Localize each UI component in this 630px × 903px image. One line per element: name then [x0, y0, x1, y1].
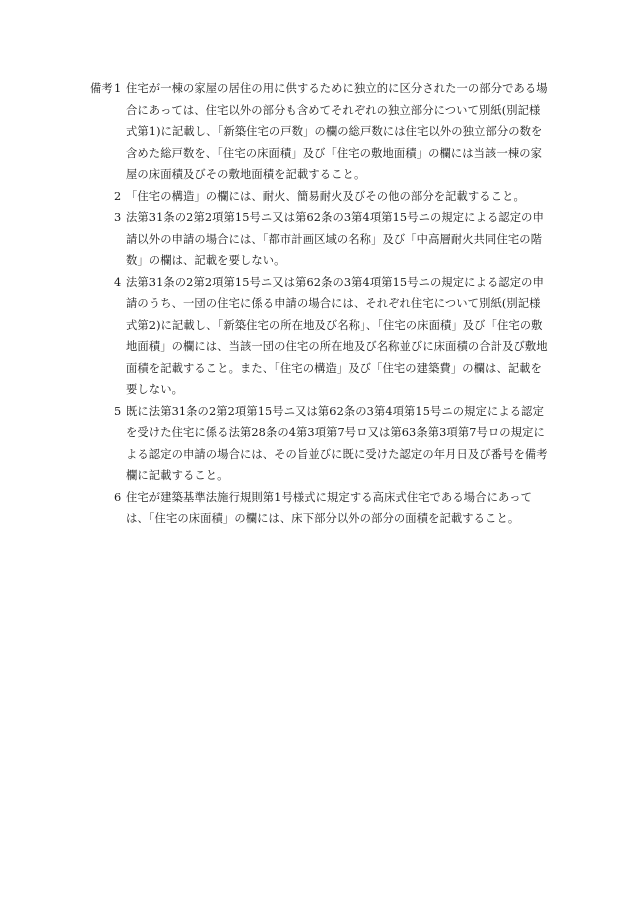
remark-number: 5	[114, 404, 122, 418]
remarks-prefix: 備考	[90, 82, 113, 95]
remark-text: 法第31条の2第2項第15号ニ又は第62条の3第4項第15号ニの規定による認定の申請のうち、一団の住宅に係る申請の場合には、それぞれ住宅について別紙(別記様式第2)に記載し、「新築住宅の所在地及び名称」、「住宅の床面積」及び「住宅の敷地面積」の欄には、当該一団の住宅の所在地及び名称並びに床面積の合計及び敷地面積を記載すること。また、「住宅の構造」及び「住宅の建築費」の欄は、記載を要しない。	[126, 275, 548, 396]
remark-number: 3	[114, 211, 122, 224]
remarks-section	[90, 78, 550, 530]
remark-item-1	[90, 78, 550, 186]
remark-item-2	[90, 186, 550, 208]
remark-number: 6	[114, 490, 122, 504]
remark-item-4	[90, 272, 550, 401]
remark-number: 4	[114, 275, 122, 289]
remark-text: 住宅が建築基準法施行規則第1号様式に規定する高床式住宅である場合にあっては、「住宅の床面積」の欄には、床下部分以外の部分の面積を記載すること。	[126, 490, 533, 525]
remark-number: 1	[114, 82, 122, 95]
remark-text: 住宅が一棟の家屋の居住の用に供するために独立的に区分された一の部分である場合にあっては、住宅以外の部分も含めてそれぞれの独立部分について別紙(別記様式第1)に記載し、「新築住宅の戸数」の欄の総戸数には住宅以外の独立部分の数を含めた総戸数を、「住宅の床面積」及び「住宅の敷地面積」の欄には当該一棟の家屋の床面積及びその敷地面積を記載すること。	[126, 82, 548, 181]
remark-item-5	[90, 401, 550, 487]
remark-text: 法第31条の2第2項第15号ニ又は第62条の3第4項第15号ニの規定による認定の申請以外の申請の場合には、「都市計画区域の名称」及び「中高層耐火共同住宅の階数」の欄は、記載を要しない。	[126, 211, 544, 267]
remark-text: 既に法第31条の2第2項第15号ニ又は第62条の3第4項第15号ニの規定による認定を受けた住宅に係る法第28条の4第3項第7号ロ又は第63条第3項第7号ロの規定による認定の申請の場合には、その旨並びに既に受けた認定の年月日及び番号を備考欄に記載すること。	[126, 404, 548, 482]
remark-item-6	[90, 487, 550, 530]
remark-number: 2	[114, 189, 122, 203]
remark-text: 「住宅の構造」の欄には、耐火、簡易耐火及びその他の部分を記載すること。	[126, 189, 525, 203]
remark-item-3	[90, 207, 550, 272]
